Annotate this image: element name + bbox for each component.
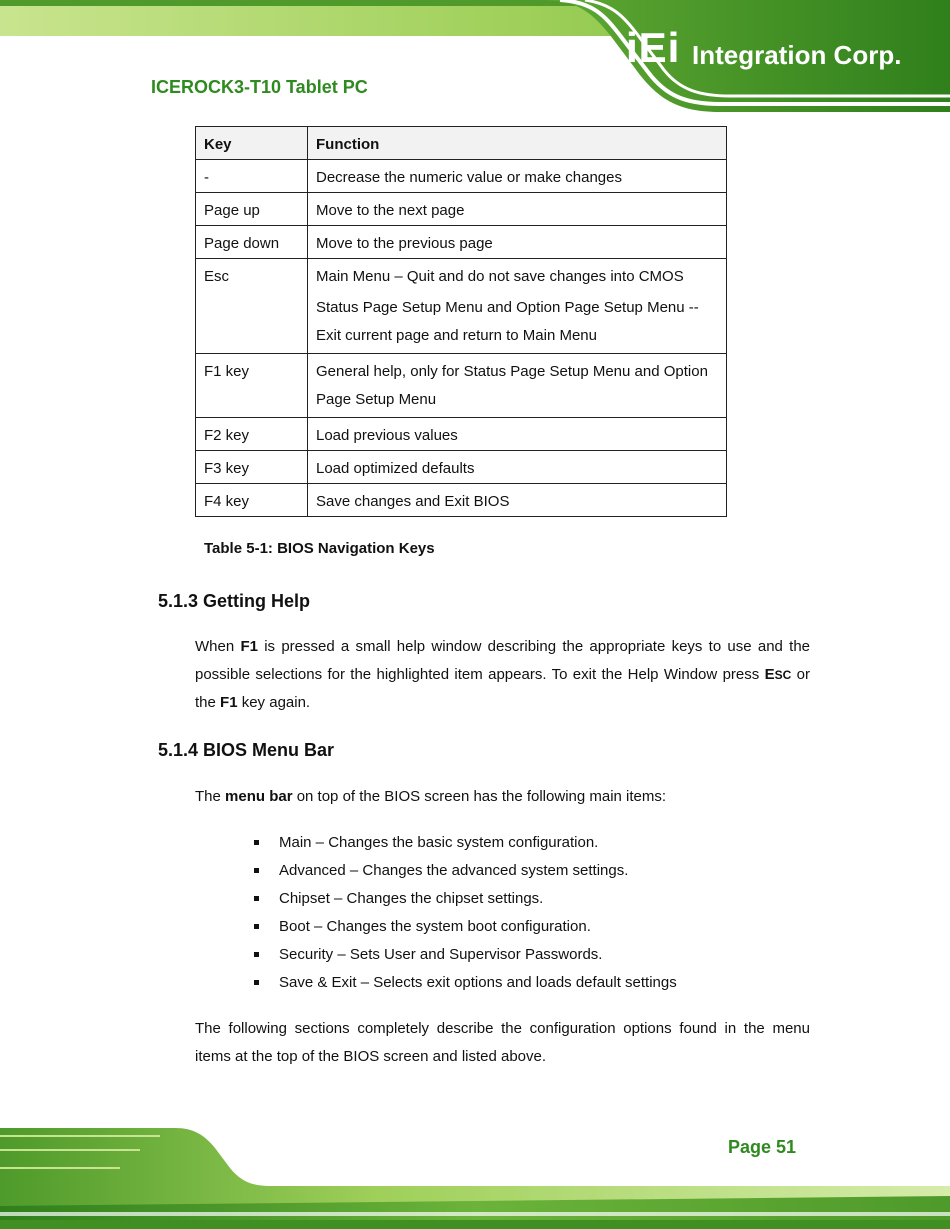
bullet-icon	[254, 924, 259, 929]
function-line: Status Page Setup Menu and Option Page Setup Menu -- Exit current page and return to Main Menu	[316, 299, 699, 344]
function-line: Main Menu – Quit and do not save changes into CMOS	[316, 268, 684, 285]
function-cell: General help, only for Status Page Setup Menu and Option Page Setup Menu	[308, 354, 727, 418]
logo-mark: iEi	[626, 24, 681, 71]
list-item: Security – Sets User and Supervisor Passwords.	[254, 941, 677, 969]
table-row	[196, 451, 727, 484]
key-cell: -	[196, 160, 308, 193]
function-cell: Save changes and Exit BIOS	[308, 484, 727, 517]
key-cell: Page down	[196, 226, 308, 259]
function-cell: Decrease the numeric value or make changes	[308, 160, 727, 193]
key-name: ESC	[764, 666, 792, 683]
bullet-icon	[254, 952, 259, 957]
logo-text: Integration Corp.	[692, 40, 902, 70]
list-item: Save & Exit – Selects exit options and loads default settings	[254, 969, 677, 997]
closing-paragraph: The following sections completely describe the configuration options found in the menu items at the top of the BIOS screen and listed above.	[195, 1020, 810, 1065]
list-item: Advanced – Changes the advanced system settings.	[254, 857, 677, 885]
bullet-icon	[254, 896, 259, 901]
table-row	[196, 484, 727, 517]
function-cell	[308, 259, 727, 354]
bios-navigation-keys-table	[195, 126, 727, 517]
document-title: ICEROCK3-T10 Tablet PC	[151, 77, 368, 97]
table-row	[196, 193, 727, 226]
key-name: F1	[240, 638, 258, 655]
key-cell: Page up	[196, 193, 308, 226]
bold-term: menu bar	[225, 788, 293, 805]
list-item: Chipset – Changes the chipset settings.	[254, 885, 677, 913]
column-header-key: Key	[196, 127, 308, 160]
key-cell: F3 key	[196, 451, 308, 484]
text-run: or the	[195, 666, 811, 711]
table-row	[196, 354, 727, 418]
page-number: Page 51	[728, 1137, 797, 1157]
function-cell: Move to the next page	[308, 193, 727, 226]
bullet-icon	[254, 868, 259, 873]
function-cell: Move to the previous page	[308, 226, 727, 259]
menu-items-list	[254, 829, 677, 997]
table-caption: Table 5-1: BIOS Navigation Keys	[204, 540, 435, 557]
text-run: is pressed a small help window describing the appropriate keys to use and the possible selections for the highlighted item appears. To exit the Help Window press	[195, 638, 811, 683]
key-cell: F4 key	[196, 484, 308, 517]
table-row	[196, 226, 727, 259]
table-header-row	[196, 127, 727, 160]
getting-help-paragraph	[195, 633, 810, 717]
section-heading-bios-menu-bar: 5.1.4 BIOS Menu Bar	[158, 740, 335, 760]
key-cell: F1 key	[196, 354, 308, 418]
text-run: on top of the BIOS screen has the following main items:	[292, 788, 667, 805]
function-cell: Load optimized defaults	[308, 451, 727, 484]
footer-band	[0, 1128, 950, 1229]
list-item: Main – Changes the basic system configuration.	[254, 829, 677, 857]
text-run: key again.	[237, 694, 311, 711]
footer-graphic	[0, 1128, 950, 1229]
table-row	[196, 418, 727, 451]
bullet-icon	[254, 840, 259, 845]
section-heading-getting-help: 5.1.3 Getting Help	[158, 591, 311, 611]
function-cell: Load previous values	[308, 418, 727, 451]
bullet-icon	[254, 980, 259, 985]
key-name: F1	[220, 694, 238, 711]
text-run: The	[195, 788, 226, 805]
key-cell: F2 key	[196, 418, 308, 451]
column-header-function: Function	[308, 127, 727, 160]
table-row	[196, 259, 727, 354]
text-run: When	[195, 638, 241, 655]
key-cell: Esc	[196, 259, 308, 354]
menu-bar-intro	[195, 783, 810, 811]
table-row	[196, 160, 727, 193]
list-item: Boot – Changes the system boot configuration.	[254, 913, 677, 941]
